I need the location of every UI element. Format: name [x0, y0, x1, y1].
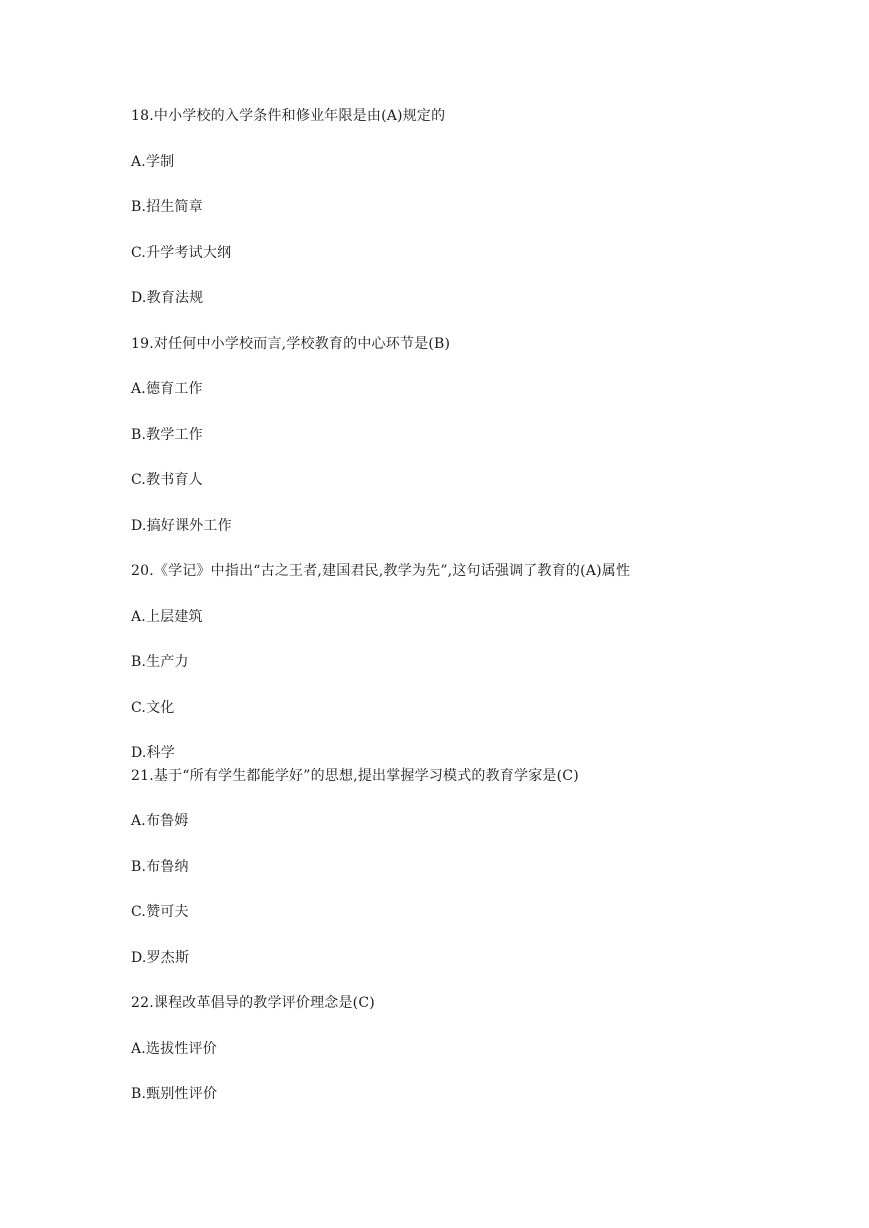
question-22-stem: 22.课程改革倡导的教学评价理念是(C) [131, 995, 375, 1011]
question-20-option-c: C.文化 [131, 700, 175, 716]
question-19-stem: 19.对任何中小学校而言,学校教育的中心环节是(B) [131, 336, 451, 352]
question-21-option-a: A.布鲁姆 [131, 813, 189, 829]
question-18-option-c: C.升学考试大纲 [131, 245, 232, 261]
question-22-option-a: A.选拔性评价 [131, 1041, 217, 1057]
question-21-option-d: D.罗杰斯 [131, 950, 190, 966]
question-19-option-c: C.教书育人 [131, 472, 203, 488]
question-20-option-b: B.生产力 [131, 654, 189, 670]
question-21-option-b: B.布鲁纳 [131, 859, 189, 875]
question-18-stem: 18.中小学校的入学条件和修业年限是由(A)规定的 [131, 108, 446, 124]
question-18-option-a: A.学制 [131, 154, 175, 170]
question-21-option-c: C.赞可夫 [131, 904, 189, 920]
question-20-option-d: D.科学 [131, 745, 175, 761]
question-18-option-b: B.招生简章 [131, 199, 203, 215]
question-20-stem: 20.《学记》中指出“古之王者,建国君民,教学为先”,这句话强调了教育的(A)属性 [131, 563, 631, 579]
question-20-option-a: A.上层建筑 [131, 609, 203, 625]
question-19-option-d: D.搞好课外工作 [131, 518, 232, 534]
question-22-option-b: B.甄别性评价 [131, 1086, 218, 1102]
question-21-stem: 21.基于“所有学生都能学好”的思想,提出掌握学习模式的教育学家是(C) [131, 768, 579, 784]
question-19-option-a: A.德育工作 [131, 381, 203, 397]
question-19-option-b: B.教学工作 [131, 427, 203, 443]
question-18-option-d: D.教育法规 [131, 290, 204, 306]
